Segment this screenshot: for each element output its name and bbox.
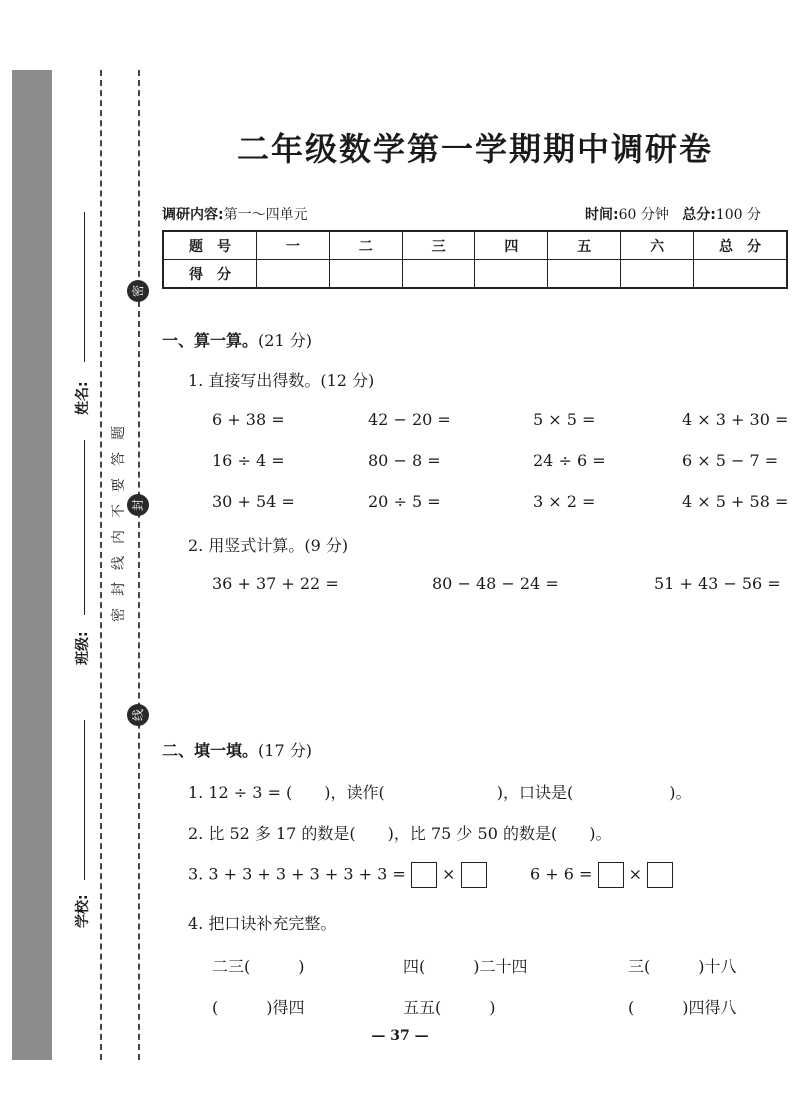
score-cell[interactable]: [329, 260, 402, 289]
calc-item: 6 × 5 − 7 =: [682, 451, 779, 470]
seal-xian-circle: 线: [127, 704, 149, 726]
q1-prompt: 1. 直接写出得数。(12 分): [188, 371, 375, 390]
score-cell[interactable]: [548, 260, 621, 289]
fill-q3-left: 3. 3 + 3 + 3 + 3 + 3 + 3 =: [188, 864, 406, 884]
calc-item: 24 ÷ 6 =: [533, 451, 606, 470]
calc-item: 42 − 20 =: [368, 410, 451, 429]
times-sign: ×: [442, 864, 456, 884]
rhyme-item: 五五( ): [403, 998, 496, 1017]
cut-line-inner: [138, 70, 140, 1060]
page-number: — 37 —: [371, 1028, 429, 1044]
calc-item: 4 × 3 + 30 =: [682, 410, 789, 429]
content-info: [162, 204, 308, 224]
time-total-info: [585, 204, 761, 224]
section1-points: (21 分): [258, 331, 312, 350]
score-cell[interactable]: [621, 260, 694, 289]
score-cell[interactable]: [694, 260, 788, 289]
content-label: 调研内容:: [162, 207, 224, 223]
exam-title: 二年级数学第一学期期中调研卷: [236, 130, 713, 168]
vertical-calc-item: 36 + 37 + 22 =: [212, 574, 339, 593]
fill-q4-prompt: 4. 把口诀补充完整。: [188, 914, 337, 933]
content-value: 第一～四单元: [223, 207, 308, 223]
rhyme-item: 三( )十八: [628, 957, 737, 976]
section1-title: 一、算一算。: [162, 331, 259, 350]
calc-item: 16 ÷ 4 =: [212, 451, 285, 470]
score-cell[interactable]: [257, 260, 330, 289]
calc-item: 5 × 5 =: [533, 410, 596, 429]
header-cell: 总 分: [694, 231, 788, 260]
class-line: [84, 440, 85, 615]
seal-warning-text: 密封线内不要答题: [111, 414, 127, 622]
binding-margin-bar: [12, 70, 52, 1060]
cut-line-outer: [100, 70, 102, 1060]
fill-q3-right-group: [530, 862, 673, 888]
header-cell: 五: [548, 231, 621, 260]
section2-heading: [162, 738, 312, 761]
fill-q1: 1. 12 ÷ 3 = ( )，读作( )，口诀是( )。: [188, 783, 692, 802]
rhyme-item: ( )得四: [212, 998, 305, 1017]
header-cell: 六: [621, 231, 694, 260]
section2-title: 二、填一填。: [162, 741, 259, 760]
score-row-label: 得 分: [163, 260, 257, 289]
name-label: 姓名:: [75, 381, 91, 415]
score-cell[interactable]: [475, 260, 548, 289]
fill-q2: 2. 比 52 多 17 的数是( )，比 75 少 50 的数是( )。: [188, 824, 612, 843]
calc-item: 3 × 2 =: [533, 492, 596, 511]
section2-points: (17 分): [258, 741, 312, 760]
rhyme-item: 二三( ): [212, 957, 305, 976]
calc-item: 20 ÷ 5 =: [368, 492, 441, 511]
class-label: 班级:: [75, 631, 91, 665]
header-cell: 一: [257, 231, 330, 260]
time-label: 时间:: [585, 207, 619, 223]
seal-mi-circle: 密: [127, 280, 149, 302]
total-label: 总分:: [682, 207, 716, 223]
times-sign: ×: [628, 864, 643, 884]
score-cell[interactable]: [402, 260, 475, 289]
answer-box[interactable]: [411, 862, 437, 888]
rhyme-item: ( )四得八: [628, 998, 737, 1017]
name-line: [84, 212, 85, 362]
score-table: [162, 230, 788, 289]
section1-heading: [162, 328, 312, 351]
school-label: 学校:: [75, 894, 91, 928]
calc-item: 6 + 38 =: [212, 410, 285, 429]
calc-item: 80 − 8 =: [368, 451, 441, 470]
header-cell: 三: [402, 231, 475, 260]
score-header-row: [163, 231, 787, 260]
calc-item: 30 + 54 =: [212, 492, 295, 511]
q2-prompt: 2. 用竖式计算。(9 分): [188, 536, 349, 555]
answer-box[interactable]: [598, 862, 624, 888]
header-cell: 二: [329, 231, 402, 260]
vertical-calc-item: 51 + 43 − 56 =: [654, 574, 781, 593]
total-value: 100 分: [715, 207, 762, 223]
fill-q3: [188, 862, 487, 888]
rhyme-item: 四( )二十四: [403, 957, 528, 976]
vertical-calc-item: 80 − 48 − 24 =: [432, 574, 559, 593]
answer-box[interactable]: [461, 862, 487, 888]
score-value-row: [163, 260, 787, 289]
seal-feng-circle: 封: [127, 494, 149, 516]
header-cell: 题 号: [163, 231, 257, 260]
school-line: [84, 720, 85, 880]
fill-q3-right: 6 + 6 =: [530, 864, 593, 884]
calc-item: 4 × 5 + 58 =: [682, 492, 789, 511]
answer-box[interactable]: [647, 862, 673, 888]
header-cell: 四: [475, 231, 548, 260]
time-value: 60 分钟: [618, 207, 669, 223]
